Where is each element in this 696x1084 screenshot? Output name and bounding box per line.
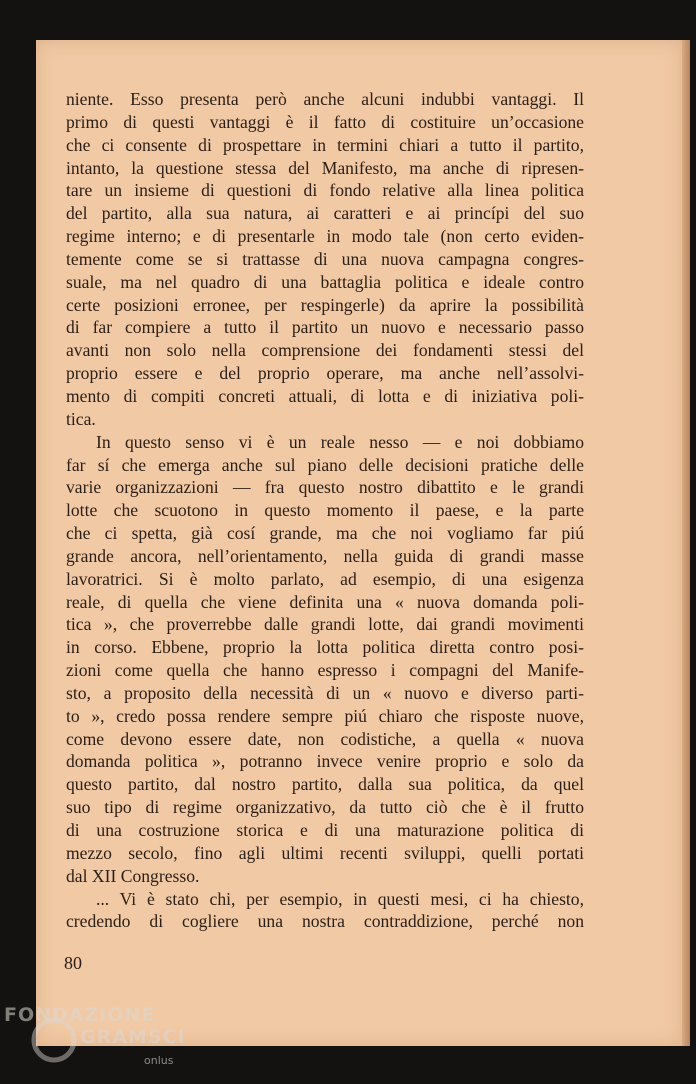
paragraph-1 bbox=[66, 88, 584, 431]
watermark-suffix: onlus bbox=[144, 1054, 174, 1067]
text-line: suo tipo di regime organizzativo, da tutto ciò che è il frutto bbox=[66, 797, 584, 818]
text-line: regime interno; e di presentarle in modo tale (non certo eviden- bbox=[66, 226, 584, 247]
text-line: mezzo secolo, fino agli ultimi recenti sviluppi, quelli portati bbox=[66, 842, 584, 863]
text-line: del partito, alla sua natura, ai caratteri e ai princípi del suo bbox=[66, 203, 584, 224]
text-line: proprio essere e del proprio operare, ma anche nell’assolvi- bbox=[66, 363, 584, 384]
body-text bbox=[66, 88, 584, 933]
text-line: intanto, la questione stessa del Manifesto, ma anche di ripresen- bbox=[66, 157, 584, 178]
text-line: come devono essere date, non codistiche, a quella « nuova bbox=[66, 728, 584, 749]
text-line: di una costruzione storica e di una maturazione politica di bbox=[66, 820, 584, 840]
text-line: suale, ma nel quadro di una battaglia politica e ideale contro bbox=[66, 271, 584, 292]
paragraph-3 bbox=[66, 888, 584, 934]
text-line: dal XII Congresso. bbox=[66, 865, 200, 886]
text-line: to », credo possa rendere sempre piú chiaro che risposte nuove, bbox=[66, 705, 584, 726]
text-line: che ci consente di prospettare in termini chiari a tutto il partito, bbox=[66, 134, 584, 155]
text-line: reale, di quella che viene definita una « nuova domanda poli- bbox=[66, 591, 584, 612]
text-line: tica », che proverrebbe dalle grandi lotte, dai grandi movimenti bbox=[66, 614, 584, 635]
text-line: primo di questi vantaggi è il fatto di costituire un’occasione bbox=[66, 111, 584, 132]
text-line: far sí che emerga anche sul piano delle decisioni pratiche delle bbox=[66, 454, 584, 475]
page-edge bbox=[682, 40, 690, 1046]
text-line: zioni come quella che hanno espresso i compagni del Manife- bbox=[66, 660, 584, 681]
text-line: lotte che scuotono in questo momento il paese, e la parte bbox=[66, 500, 584, 521]
text-line: In questo senso vi è un reale nesso — e noi dobbiamo bbox=[96, 431, 584, 452]
text-line: temente come se si trattasse di una nuova campagna congres- bbox=[66, 248, 584, 269]
text-line: sto, a proposito della necessità di un « nuovo e diverso parti- bbox=[66, 682, 584, 703]
text-line: domanda politica », potranno invece venire proprio e solo da bbox=[66, 751, 584, 772]
text-line: varie organizzazioni — fra questo nostro dibattito e le grandi bbox=[66, 477, 584, 498]
text-line: niente. Esso presenta però anche alcuni indubbi vantaggi. Il bbox=[66, 89, 584, 109]
text-line: tica. bbox=[66, 408, 96, 429]
text-line: lavoratrici. Si è molto parlato, ad esempio, di una esigenza bbox=[66, 568, 584, 589]
text-line: grande ancora, nell’orientamento, nella guida di grandi masse bbox=[66, 545, 584, 566]
text-line: certe posizioni erronee, per respingerle) da aprire la possibilità bbox=[66, 294, 584, 315]
text-line: avanti non solo nella comprensione dei fondamenti stessi del bbox=[66, 340, 584, 361]
text-line: credendo di cogliere una nostra contraddizione, perché non bbox=[66, 911, 584, 932]
text-line: mento di compiti concreti attuali, di lotta e di iniziativa poli- bbox=[66, 385, 584, 406]
page-number: 80 bbox=[64, 953, 82, 973]
paragraph-2 bbox=[66, 431, 584, 888]
text-line: tare un insieme di questioni di fondo relative alla linea politica bbox=[66, 180, 584, 201]
watermark-line2: GRAMSCI bbox=[80, 1026, 186, 1048]
text-line: di far compiere a tutto il partito un nuovo e necessario passo bbox=[66, 317, 584, 338]
text-line: che ci spetta, già cosí grande, ma che noi vogliamo far piú bbox=[66, 523, 584, 544]
text-line: in corso. Ebbene, proprio la lotta politica diretta contro posi- bbox=[66, 637, 584, 658]
watermark-line1: FONDAZIONE bbox=[4, 1004, 156, 1026]
text-line: ... Vi è stato chi, per esempio, in questi mesi, ci ha chiesto, bbox=[96, 888, 584, 909]
text-line: questo partito, dal nostro partito, dalla sua politica, da quel bbox=[66, 774, 584, 795]
